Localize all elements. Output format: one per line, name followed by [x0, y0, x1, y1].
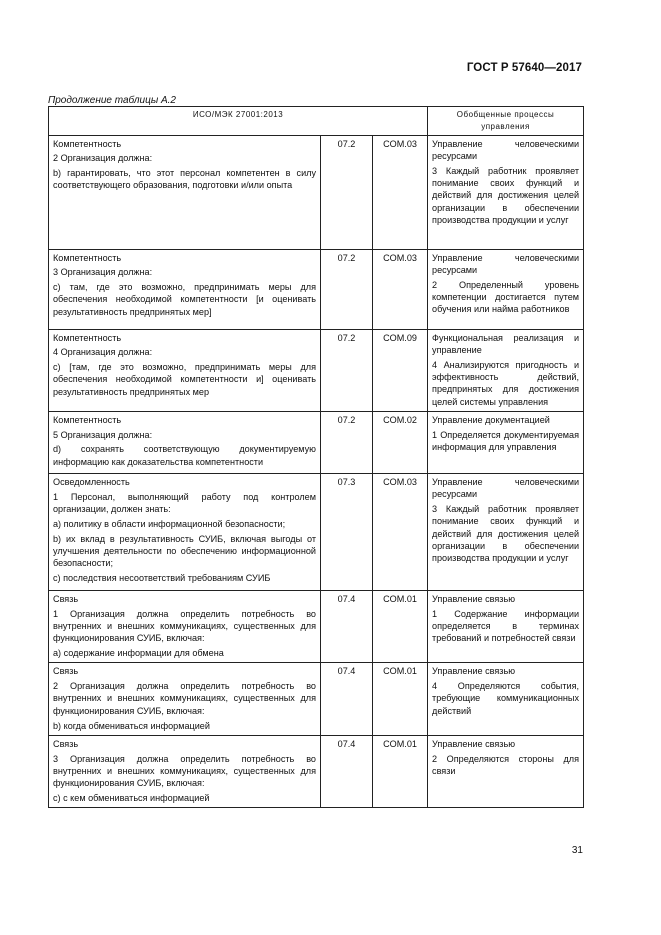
- requirement-topic: Компетентность: [53, 332, 122, 343]
- mapping-table: [48, 106, 584, 808]
- process-title: Управление связью: [432, 666, 516, 677]
- requirement-text: b) гарантировать, что этот персонал компетентен в силу соответствующего образования, подготовки и/или опыта: [53, 168, 316, 191]
- requirement-text: 4 Организация должна:: [53, 347, 153, 358]
- process-outcome: 1 Определяется документируемая информация для управления: [432, 429, 580, 452]
- requirement-topic: Компетентность: [53, 138, 122, 149]
- process-title: Управление документацией: [432, 414, 550, 425]
- process-title: Управление человеческими ресурсами: [432, 252, 580, 275]
- table-row: [49, 249, 584, 329]
- document-code: ГОСТ Р 57640—2017: [466, 62, 582, 74]
- table-row: [49, 329, 584, 411]
- requirement-text: 1 Организация должна определить потребность во внутренних и внешних коммуникациях, существенных для функционирования СУИБ, включая:: [53, 608, 316, 644]
- requirement-topic: Связь: [53, 738, 79, 749]
- process-title: Управление человеческими ресурсами: [432, 138, 580, 161]
- process-cell: [428, 473, 584, 590]
- process-code-cell: COM.09: [373, 329, 428, 411]
- requirement-topic: Компетентность: [53, 414, 122, 425]
- table-body: [49, 135, 584, 808]
- page-number: 31: [571, 845, 583, 856]
- process-outcome: 4 Анализируются пригодность и эффективность действий, предпринятых для достижения целей системы управления: [432, 359, 580, 407]
- requirement-cell: [49, 473, 321, 590]
- process-code-cell: COM.01: [373, 735, 428, 807]
- process-outcome: 4 Определяются события, требующие коммуникационных действий: [432, 681, 580, 716]
- requirement-text: 2 Организация должна определить потребность во внутренних и внешних коммуникациях, существенных для функционирования СУИБ, включая:: [53, 681, 316, 716]
- clause-cell: 07.2: [321, 135, 373, 249]
- process-title: Функциональная реализация и управление: [432, 332, 580, 355]
- requirement-text: b) их вклад в результативность СУИБ, включая выгоды от улучшения деятельности по обеспечению информационной безопасности;: [53, 533, 316, 569]
- requirement-cell: [49, 135, 321, 249]
- process-title: Управление связью: [432, 593, 516, 604]
- clause-cell: 07.3: [321, 473, 373, 590]
- process-code-cell: COM.03: [373, 473, 428, 590]
- clause-cell: 07.2: [321, 249, 373, 329]
- requirement-topic: Осведомленность: [53, 476, 130, 487]
- process-cell: [428, 249, 584, 329]
- requirement-text: d) сохранять соответствующую документируемую информацию как доказательства компетентности: [53, 444, 316, 467]
- process-code-cell: COM.02: [373, 411, 428, 473]
- process-cell: [428, 663, 584, 735]
- requirement-text: 2 Организация должна:: [53, 153, 153, 164]
- requirement-text: c) последствия несоответствий требованиям СУИБ: [53, 572, 271, 583]
- table-row: [49, 663, 584, 735]
- process-outcome: 3 Каждый работник проявляет понимание своих функций и действий для достижения целей организации в обеспечении производства продукции и услуг: [432, 503, 580, 564]
- process-cell: [428, 590, 584, 662]
- requirement-text: c) [там, где это возможно, предпринимать меры для обеспечения необходимой компетентности и] оценивать результативность предпринятых мер: [53, 362, 316, 397]
- process-code-cell: COM.01: [373, 663, 428, 735]
- process-cell: [428, 411, 584, 473]
- table-header-row: [49, 107, 584, 136]
- requirement-text: b) когда обмениваться информацией: [53, 720, 210, 731]
- clause-cell: 07.4: [321, 663, 373, 735]
- process-cell: [428, 735, 584, 807]
- requirement-cell: [49, 590, 321, 662]
- requirement-topic: Связь: [53, 593, 79, 604]
- process-outcome: 2 Определяются стороны для связи: [432, 753, 580, 776]
- table-row: [49, 411, 584, 473]
- requirement-text: 3 Организация должна:: [53, 267, 153, 278]
- table-row: [49, 735, 584, 807]
- table-row: [49, 135, 584, 249]
- requirement-text: a) содержание информации для обмена: [53, 648, 224, 659]
- process-title: Управление человеческими ресурсами: [432, 476, 580, 500]
- process-outcome: 3 Каждый работник проявляет понимание своих функций и действий для достижения целей организации в обеспечении производства продукции и услуг: [432, 165, 580, 225]
- clause-cell: 07.4: [321, 590, 373, 662]
- process-code-cell: COM.01: [373, 590, 428, 662]
- requirement-text: c) с кем обмениваться информацией: [53, 793, 210, 804]
- process-outcome: 2 Определенный уровень компетенции достигается путем обучения или найма работников: [432, 279, 580, 315]
- requirement-cell: [49, 411, 321, 473]
- header-iso-column: ИСО/МЭК 27001:2013: [49, 107, 428, 136]
- process-cell: [428, 329, 584, 411]
- table-row: [49, 590, 584, 662]
- requirement-cell: [49, 735, 321, 807]
- requirement-topic: Связь: [53, 666, 79, 677]
- clause-cell: 07.2: [321, 411, 373, 473]
- requirement-cell: [49, 249, 321, 329]
- header-processes-column: Обобщенные процессы управления: [428, 107, 584, 136]
- table-caption: Продолжение таблицы А.2: [48, 95, 176, 106]
- requirement-cell: [49, 329, 321, 411]
- requirement-text: 1 Персонал, выполняющий работу под контролем организации, должен знать:: [53, 491, 316, 514]
- requirement-text: a) политику в области информационной безопасности;: [53, 518, 286, 529]
- clause-cell: 07.2: [321, 329, 373, 411]
- requirement-text: 3 Организация должна определить потребность во внутренних и внешних коммуникациях, существенных для функционирования СУИБ, включая:: [53, 753, 316, 789]
- clause-cell: 07.4: [321, 735, 373, 807]
- process-code-cell: COM.03: [373, 249, 428, 329]
- requirement-text: c) там, где это возможно, предпринимать меры для обеспечения необходимой компетентности [и оценивать результативность предпринятых мер]: [53, 282, 316, 317]
- requirement-cell: [49, 663, 321, 735]
- process-cell: [428, 135, 584, 249]
- table-row: [49, 473, 584, 590]
- process-title: Управление связью: [432, 738, 516, 749]
- requirement-text: 5 Организация должна:: [53, 429, 153, 440]
- process-code-cell: COM.03: [373, 135, 428, 249]
- process-outcome: 1 Содержание информации определяется в терминах требований и потребностей связи: [432, 608, 580, 644]
- requirement-topic: Компетентность: [53, 252, 122, 263]
